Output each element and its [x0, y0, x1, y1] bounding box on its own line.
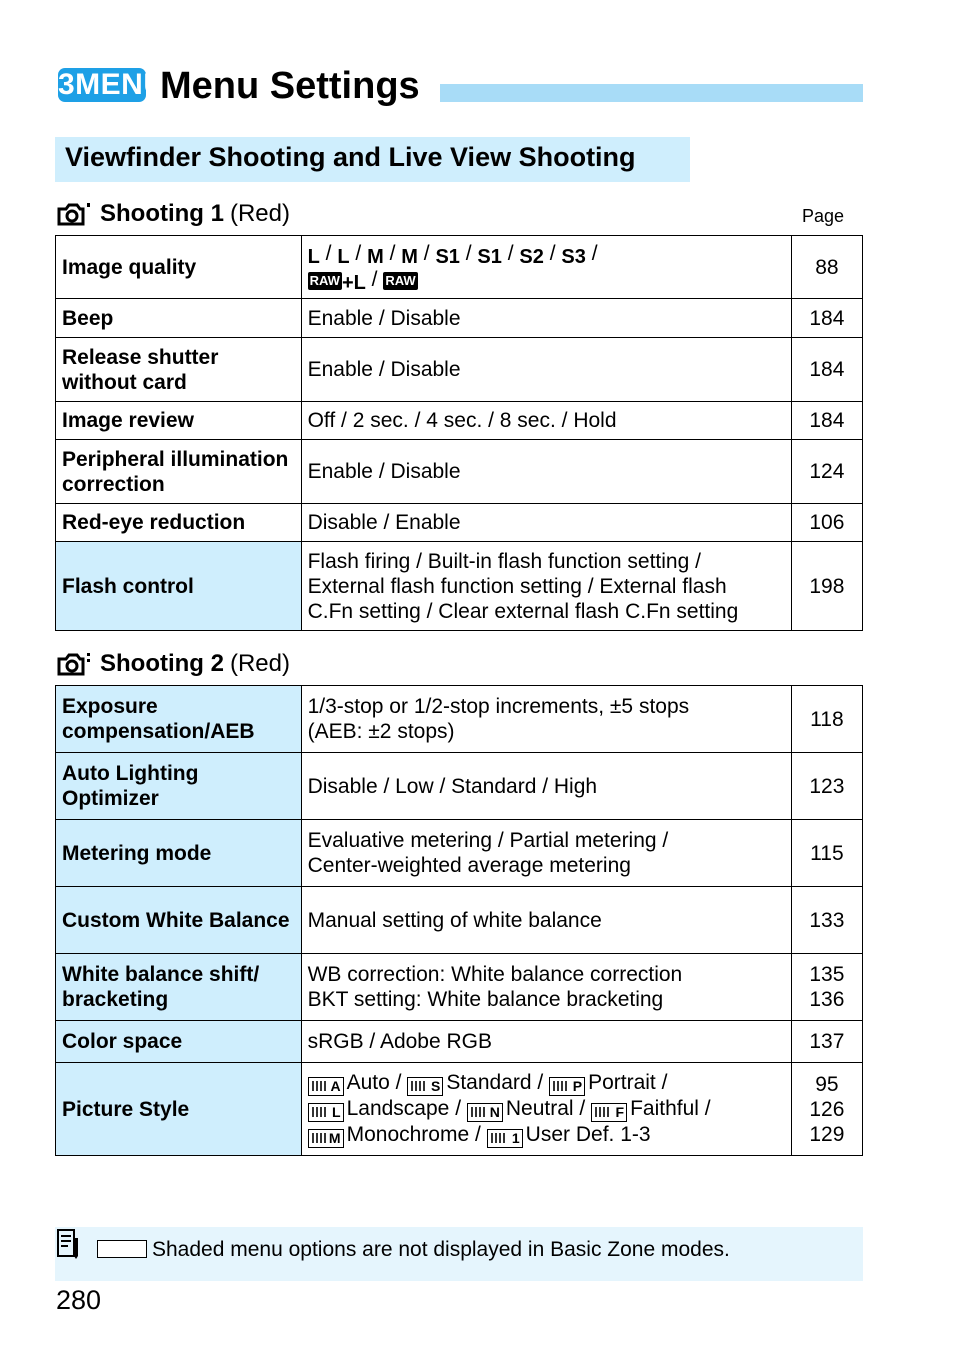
menu-item-page [791, 338, 862, 402]
memo-icon [56, 1228, 80, 1260]
table-row [56, 1063, 863, 1156]
picture-style-icon: P [549, 1077, 585, 1096]
menu-item-page [791, 440, 862, 504]
table-row [56, 402, 863, 440]
quality-icon: L [353, 272, 366, 294]
setting-line: WB correction: White balance correction [307, 963, 683, 986]
raw-icon: RAW [309, 273, 340, 288]
menu-item-name: Red-eye reduction [56, 504, 302, 542]
plus-sign: + [341, 272, 354, 294]
menu-item-settings [301, 338, 791, 402]
page-title: Menu Settings [160, 65, 420, 107]
menu-item-settings [301, 504, 791, 542]
section-header [55, 137, 690, 182]
page-ref: 136 [809, 988, 845, 1011]
setting-line: Enable / Disable [307, 460, 461, 483]
camera-icon [56, 651, 94, 677]
menu-item-page [791, 402, 862, 440]
title-decoration-bar [440, 84, 863, 102]
shooting2-color-label: (Red) [229, 650, 290, 677]
separator: / [543, 242, 562, 265]
menu-item-page [791, 753, 862, 820]
page-ref: 198 [809, 574, 845, 598]
separator: / [349, 242, 368, 265]
picture-style-icon: M [308, 1129, 344, 1148]
quality-icon: M [401, 246, 418, 268]
menu-item-name: Exposure compensation/AEB [56, 686, 302, 753]
page-ref: 129 [809, 1122, 845, 1146]
picture-style-label: Faithful [630, 1097, 699, 1120]
table-row [56, 542, 863, 631]
picture-style-label: Portrait [588, 1071, 656, 1094]
setting-line: Enable / Disable [307, 358, 461, 381]
menu-item-page [791, 887, 862, 954]
menu-item-settings [301, 1021, 791, 1063]
separator: / [585, 242, 598, 265]
page-ref: 126 [809, 1097, 845, 1121]
menu-item-page [791, 236, 862, 299]
shooting1-heading [56, 199, 290, 229]
setting-line: Flash firing / Built-in flash function setting / [307, 549, 701, 573]
menu-item-page [791, 954, 862, 1021]
page-ref: 88 [815, 255, 839, 279]
setting-line: Off / 2 sec. / 4 sec. / 8 sec. / Hold [307, 409, 617, 432]
page-ref: 123 [809, 774, 845, 798]
shade-swatch [97, 1240, 147, 1258]
page-ref: 184 [809, 409, 845, 432]
separator: / [501, 242, 520, 265]
menu-item-name: Beep [56, 299, 302, 338]
setting-line: 1/3-stop or 1/2-stop increments, ±5 stops [307, 695, 690, 718]
setting-line: sRGB / Adobe RGB [307, 1030, 493, 1053]
picture-style-label: User Def. 1-3 [525, 1123, 651, 1146]
page-ref: 106 [809, 511, 845, 534]
page-ref: 135 [809, 963, 845, 986]
menu-item-page [791, 686, 862, 753]
quality-icon: M [367, 246, 384, 268]
separator: / [417, 242, 436, 265]
menu-item-name: Auto Lighting Optimizer [56, 753, 302, 820]
menu-item-name: Image quality [56, 236, 302, 299]
menu-item-settings [301, 236, 791, 299]
menu-item-settings [301, 542, 791, 631]
picture-style-line: L Landscape / N Neutral / F Faithful / [308, 1096, 785, 1122]
table-row [56, 236, 863, 299]
page-ref: 118 [810, 707, 844, 731]
camera-icon [56, 201, 94, 227]
separator: / [383, 242, 402, 265]
setting-line: Evaluative metering / Partial metering / [307, 829, 669, 852]
menu-item-name: Release shutter without card [56, 338, 302, 402]
picture-style-label: Monochrome [346, 1123, 470, 1146]
setting-line: C.Fn setting / Clear external flash C.Fn setting [307, 599, 739, 623]
table-row [56, 753, 863, 820]
picture-style-icon: A [308, 1077, 344, 1096]
page-ref: 133 [809, 908, 845, 932]
menu-item-name: Picture Style [56, 1063, 302, 1156]
quality-icon: S3 [561, 246, 586, 268]
shooting1-name: Shooting 1 [100, 200, 224, 227]
shooting2-name: Shooting 2 [100, 650, 224, 677]
menu-item-page [791, 299, 862, 338]
picture-style-icon: F [591, 1103, 627, 1122]
picture-style-line: A Auto / S Standard / P Portrait / [308, 1070, 785, 1096]
picture-style-label: Landscape [346, 1097, 450, 1120]
quality-icon: S1 [435, 246, 460, 268]
separator: / [365, 268, 384, 291]
quality-icon: L [307, 246, 320, 268]
quality-line [308, 267, 785, 293]
menu-item-name: Peripheral illumination correction [56, 440, 302, 504]
setting-line: Disable / Low / Standard / High [307, 774, 598, 798]
shooting1-color-label: (Red) [229, 200, 290, 227]
quality-icon: S2 [519, 246, 544, 268]
menu-item-settings [301, 753, 791, 820]
table-row [56, 504, 863, 542]
page-number: 280 [56, 1285, 102, 1315]
setting-line: (AEB: ±2 stops) [307, 720, 455, 743]
table-row [56, 299, 863, 338]
setting-line: Disable / Enable [307, 511, 461, 534]
menu-item-settings [301, 954, 791, 1021]
picture-style-icon: S [407, 1077, 443, 1096]
page-ref: 137 [809, 1030, 845, 1053]
menu-item-name: White balance shift/ bracketing [56, 954, 302, 1021]
raw-icon: RAW [385, 273, 416, 288]
table-row [56, 1021, 863, 1063]
menu-tab-badge: 3MENU [58, 68, 166, 101]
separator: / [459, 242, 478, 265]
menu-item-page [791, 504, 862, 542]
menu-item-settings [301, 887, 791, 954]
table-row [56, 820, 863, 887]
setting-line: Center-weighted average metering [307, 854, 631, 877]
setting-line: Manual setting of white balance [307, 908, 602, 932]
menu-item-settings [301, 402, 791, 440]
quality-line [308, 241, 785, 267]
page-ref: 184 [809, 306, 845, 330]
table-row [56, 887, 863, 954]
menu-item-page [791, 542, 862, 631]
separator: / [319, 242, 338, 265]
setting-line: External flash function setting / External flash [307, 574, 727, 598]
menu-item-name: Flash control [56, 542, 302, 631]
page-ref: 184 [809, 358, 845, 381]
shooting1-table [55, 235, 863, 631]
table-row [56, 686, 863, 753]
picture-style-label: Neutral [505, 1097, 574, 1120]
menu-item-page [791, 820, 862, 887]
quality-icon: L [337, 246, 350, 268]
shooting2-table [55, 685, 863, 1156]
menu-item-settings [301, 299, 791, 338]
section-title: Viewfinder Shooting and Live View Shooting [65, 142, 636, 172]
menu-item-name: Image review [56, 402, 302, 440]
menu-item-settings [301, 1063, 791, 1156]
picture-style-line: M Monochrome / 1 User Def. 1-3 [308, 1122, 785, 1148]
table-row [56, 954, 863, 1021]
menu-item-page [791, 1021, 862, 1063]
picture-style-icon: L [308, 1103, 344, 1122]
menu-item-settings [301, 686, 791, 753]
page-ref: 115 [810, 841, 844, 865]
table-row [56, 338, 863, 402]
setting-line: Enable / Disable [307, 306, 461, 330]
menu-item-settings [301, 440, 791, 504]
menu-item-name: Custom White Balance [56, 887, 302, 954]
page-ref: 124 [809, 460, 845, 483]
setting-line: BKT setting: White balance bracketing [307, 988, 664, 1011]
menu-item-name: Color space [56, 1021, 302, 1063]
quality-icon: S1 [477, 246, 502, 268]
menu-item-settings [301, 820, 791, 887]
page-column-label: Page [802, 206, 845, 226]
picture-style-icon: N [467, 1103, 503, 1122]
picture-style-label: Auto [346, 1071, 390, 1094]
note-text: Shaded menu options are not displayed in Basic Zone modes. [152, 1238, 730, 1261]
menu-item-page [791, 1063, 862, 1156]
picture-style-label: Standard [446, 1071, 532, 1094]
table-row [56, 440, 863, 504]
page-ref: 95 [815, 1072, 839, 1096]
menu-item-name: Metering mode [56, 820, 302, 887]
shooting2-heading [56, 649, 290, 679]
picture-style-icon: 1 [487, 1129, 523, 1148]
